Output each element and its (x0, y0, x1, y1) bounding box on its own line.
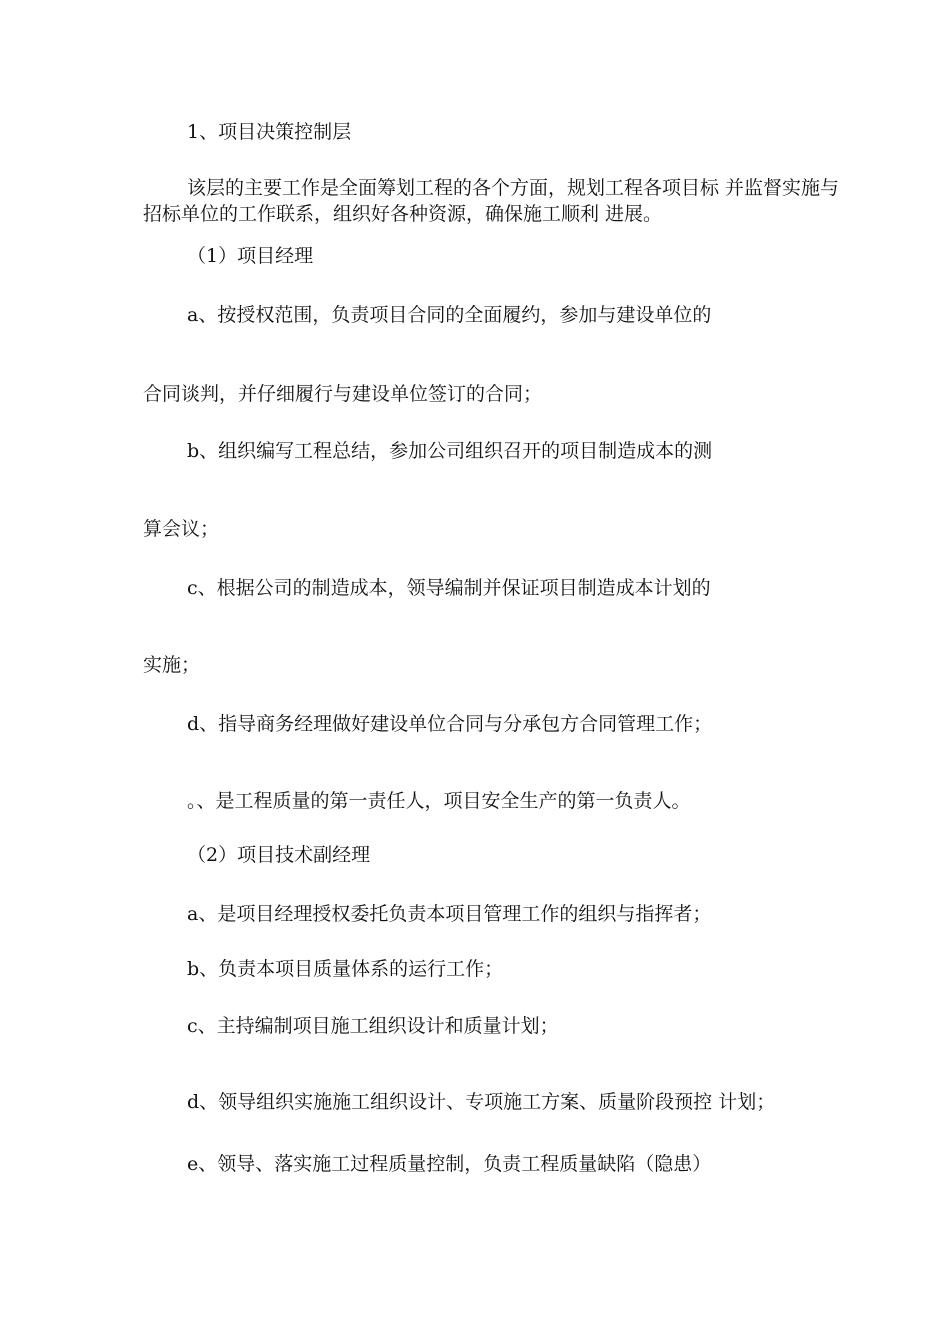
pm-item-d: d、指导商务经理做好建设单位合同与分承包方合同管理工作； (187, 713, 713, 735)
pm-item-b-line2: 算会议； (143, 518, 220, 540)
pm-item-c-line2: 实施； (143, 654, 201, 676)
pm-heading: （1）项目经理 (187, 245, 314, 267)
pm-item-a-line2: 合同谈判，并仔细履行与建设单位签订的合同； (143, 383, 543, 405)
tech-deputy-item-e: e、领导、落实施工过程质量控制，负责工程质量缺陷（隐患） (187, 1153, 712, 1175)
tech-deputy-item-a: a、是项目经理授权委托负责本项目管理工作的组织与指挥者； (187, 903, 712, 925)
tech-deputy-item-d: d、领导组织实施施工组织设计、专项施工方案、质量阶段预控 计划； (187, 1091, 776, 1113)
tech-deputy-heading: （2）项目技术副经理 (187, 844, 371, 866)
intro-paragraph: 该层的主要工作是全面筹划工程的各个方面，规划工程各项目标 并监督实施与招标单位的工作联系，组织好各种资源，确保施工顺利 进展。 (143, 177, 840, 225)
pm-item-a-line1: a、按授权范围，负责项目合同的全面履约，参加与建设单位的 (187, 304, 712, 326)
pm-item-e: 。、是工程质量的第一责任人，项目安全生产的第一负责人。 (187, 790, 691, 812)
section-heading: 1、项目决策控制层 (187, 121, 352, 143)
tech-deputy-item-b: b、负责本项目质量体系的运行工作； (187, 958, 504, 980)
tech-deputy-item-c: c、主持编制项目施工组织设计和质量计划； (187, 1015, 559, 1037)
pm-item-b-line1: b、组织编写工程总结，参加公司组织召开的项目制造成本的测 (187, 440, 713, 462)
pm-item-c-line1: c、根据公司的制造成本，领导编制并保证项目制造成本计划的 (187, 577, 711, 599)
